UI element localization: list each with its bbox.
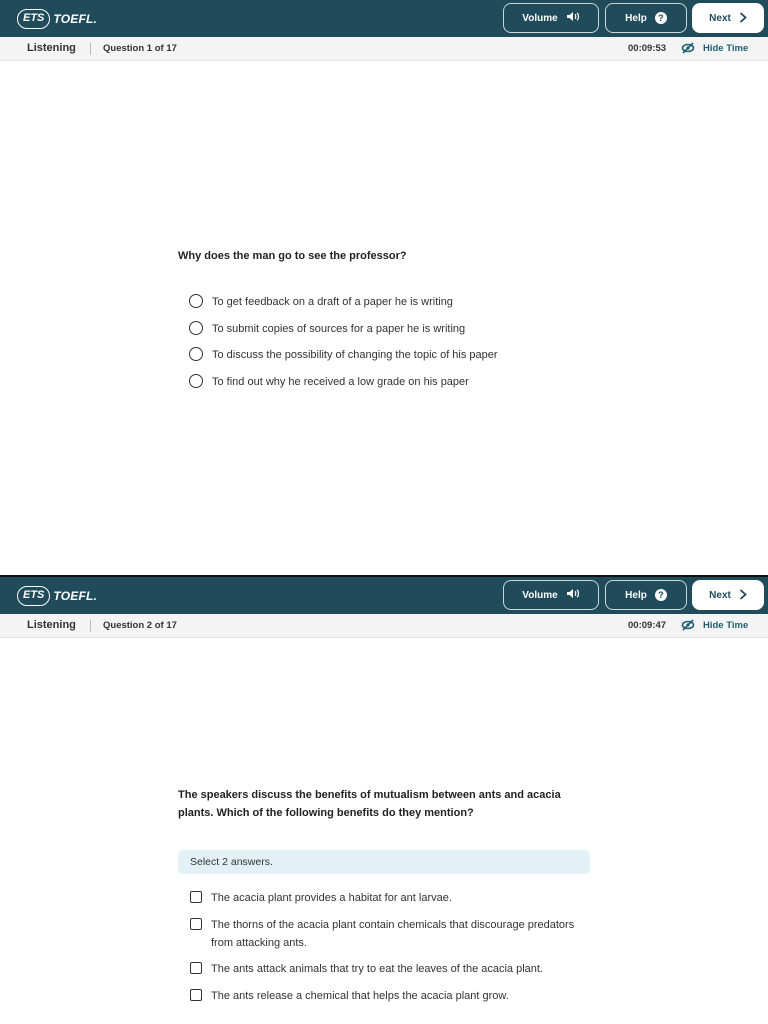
next-label: Next — [709, 589, 731, 601]
answer-option-4[interactable] — [189, 373, 469, 391]
instruction-banner: Select 2 answers. — [178, 850, 590, 874]
question-circle-icon: ? — [655, 12, 667, 24]
section-title: Listening — [27, 42, 76, 54]
answer-option-2[interactable] — [189, 916, 581, 952]
radio-button[interactable] — [189, 347, 203, 361]
question-counter: Question 1 of 17 — [103, 43, 177, 54]
status-divider — [90, 620, 91, 632]
toefl-logo-text: TOEFL. — [53, 589, 98, 603]
question-circle-icon: ? — [655, 589, 667, 601]
section-title: Listening — [27, 619, 76, 631]
top-toolbar — [0, 577, 768, 614]
hide-time-button[interactable]: Hide Time — [703, 43, 749, 54]
answer-option-3[interactable] — [189, 960, 543, 978]
radio-button[interactable] — [189, 294, 203, 308]
answer-option-1[interactable] — [189, 889, 452, 907]
question-text: Why does the man go to see the professor? — [178, 250, 407, 262]
answer-option-label: The ants attack animals that try to eat the leaves of the acacia plant. — [211, 963, 544, 975]
next-button[interactable] — [692, 3, 764, 33]
volume-button[interactable] — [503, 580, 599, 610]
toefl-logo-text: TOEFL. — [53, 12, 98, 26]
status-divider — [90, 43, 91, 55]
next-button[interactable] — [692, 580, 764, 610]
timer: 00:09:53 — [628, 43, 667, 54]
screen-question-2 — [0, 577, 768, 1024]
status-bar — [0, 37, 768, 61]
chevron-right-icon — [739, 588, 747, 603]
checkbox[interactable] — [190, 891, 202, 903]
checkbox[interactable] — [190, 989, 202, 1001]
answer-option-label: To discuss the possibility of changing the topic of his paper — [212, 349, 498, 361]
help-button[interactable] — [605, 580, 687, 610]
question-text: The speakers discuss the benefits of mutualism between ants and acacia plants. Which of the following benefits do they mention? — [178, 789, 561, 819]
radio-button[interactable] — [189, 374, 203, 388]
help-label: Help — [625, 12, 647, 24]
hide-time-button[interactable]: Hide Time — [703, 620, 749, 631]
answer-option-2[interactable] — [189, 320, 465, 338]
chevron-right-icon — [739, 11, 747, 26]
checkbox[interactable] — [190, 962, 202, 974]
timer: 00:09:47 — [628, 620, 667, 631]
help-label: Help — [625, 589, 647, 601]
status-bar — [0, 614, 768, 638]
answer-option-4[interactable] — [189, 987, 509, 1005]
answer-option-label: To submit copies of sources for a paper he is writing — [212, 323, 466, 335]
question-counter: Question 2 of 17 — [103, 620, 177, 631]
radio-button[interactable] — [189, 321, 203, 335]
answer-option-3[interactable] — [189, 346, 498, 364]
toefl-logo — [17, 8, 97, 30]
ets-logo-badge: ETS — [17, 9, 50, 29]
volume-label: Volume — [522, 589, 558, 601]
next-label: Next — [709, 12, 731, 24]
help-button[interactable] — [605, 3, 687, 33]
top-toolbar — [0, 0, 768, 37]
eye-slash-icon[interactable] — [681, 41, 695, 55]
answer-option-label: To get feedback on a draft of a paper he is writing — [212, 296, 453, 308]
answer-option-1[interactable] — [189, 293, 453, 311]
toefl-logo — [17, 585, 97, 607]
answer-option-label: The thorns of the acacia plant contain chemicals that discourage predators from attacking ants. — [211, 919, 575, 949]
answer-option-label: The acacia plant provides a habitat for ant larvae. — [211, 892, 452, 904]
ets-logo-badge: ETS — [17, 586, 50, 606]
speaker-icon — [566, 588, 580, 602]
eye-slash-icon[interactable] — [681, 618, 695, 632]
answer-option-label: The ants release a chemical that helps the acacia plant grow. — [211, 990, 509, 1002]
volume-label: Volume — [522, 12, 558, 24]
checkbox[interactable] — [190, 918, 202, 930]
answer-option-label: To find out why he received a low grade on his paper — [212, 376, 469, 388]
speaker-icon — [566, 11, 580, 25]
volume-button[interactable] — [503, 3, 599, 33]
